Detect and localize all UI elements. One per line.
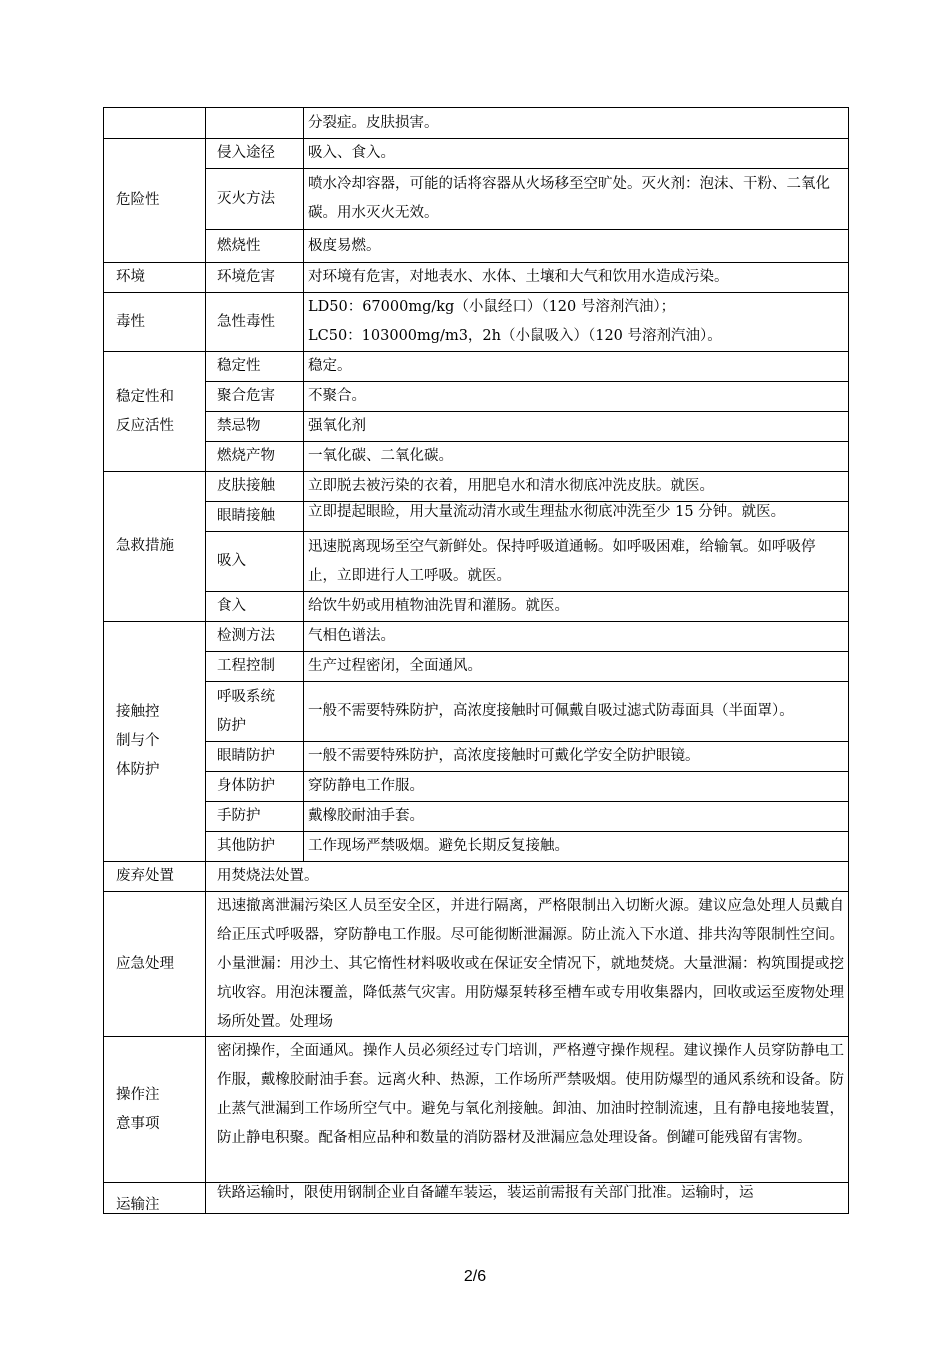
category-cell: 环境 (104, 263, 206, 293)
content-cell: 喷水冷却容器，可能的话将容器从火场移至空旷处。灭火剂：泡沫、干粉、二氧化碳。用水灭火无效。 (304, 169, 849, 230)
content-cell: 一氧化碳、二氧化碳。 (304, 442, 849, 472)
content-cell (206, 1037, 849, 1183)
item-cell: 食入 (206, 592, 304, 622)
item-cell: 禁忌物 (206, 412, 304, 442)
item-cell: 身体防护 (206, 772, 304, 802)
item-cell: 其他防护 (206, 832, 304, 862)
category-label-line: 制与个 (116, 733, 160, 749)
clipped-text: 铁路运输时，限使用钢制企业自备罐车装运，装运前需报有关部门批准。运输时，运 (217, 1185, 754, 1201)
category-cell: 危险性 (104, 139, 206, 263)
table-row (104, 472, 849, 502)
table-row (104, 682, 849, 742)
table-row (104, 652, 849, 682)
table-row (104, 352, 849, 382)
category-cell: 毒性 (104, 293, 206, 352)
category-cell (104, 352, 206, 472)
table-row (104, 169, 849, 230)
item-cell: 燃烧性 (206, 230, 304, 263)
content-cell: 迅速脱离现场至空气新鲜处。保持呼吸道通畅。如呼吸困难，给输氧。如呼吸停止，立即进行人工呼吸。就医。 (304, 532, 849, 592)
table-row (104, 263, 849, 293)
content-cell: 戴橡胶耐油手套。 (304, 802, 849, 832)
item-label-line: 防护 (217, 717, 246, 734)
toxicity-line: LD50：67000mg/kg（小鼠经口）（120 号溶剂汽油）； (308, 299, 676, 315)
category-label-line: 接触控 (116, 704, 160, 720)
item-cell: 手防护 (206, 802, 304, 832)
table-row (104, 592, 849, 622)
category-label-line: 意事项 (116, 1115, 160, 1132)
category-cell: 急救措施 (104, 472, 206, 622)
table-row (104, 772, 849, 802)
table-row (104, 622, 849, 652)
table-row (104, 742, 849, 772)
item-cell: 稳定性 (206, 352, 304, 382)
category-cell (104, 1183, 206, 1214)
table-row (104, 382, 849, 412)
content-cell: 一般不需要特殊防护，高浓度接触时可戴化学安全防护眼镜。 (304, 742, 849, 772)
content-cell: 气相色谱法。 (304, 622, 849, 652)
table-row (104, 502, 849, 532)
table-row (104, 139, 849, 169)
page-number: 2/6 (463, 1268, 487, 1285)
table-row (104, 108, 849, 139)
item-cell: 皮肤接触 (206, 472, 304, 502)
category-label-line: 体防护 (116, 762, 160, 778)
category-cell (104, 1037, 206, 1183)
content-cell: 给饮牛奶或用植物油洗胃和灌肠。就医。 (304, 592, 849, 622)
item-cell: 侵入途径 (206, 139, 304, 169)
content-cell: 生产过程密闭，全面通风。 (304, 652, 849, 682)
item-cell: 灭火方法 (206, 169, 304, 230)
clipped-text: 密闭操作，全面通风。操作人员必须经过专门培训，严格遵守操作规程。建议操作人员穿防静电工作服，戴橡胶耐油手套。远离火种、热源，工作场所严禁吸烟。使用防爆型的通风系统和设备。防止蒸气泄漏到工作场所空气中。避免与氧化剂接触。卸油、加油时控制流速，且有静电接地装置，防止静电积聚。配备相应品种和数量的消防器材及泄漏应急处理设备。倒罐可能残留有害物。 (217, 1043, 844, 1146)
item-cell: 眼睛接触 (206, 502, 304, 532)
content-cell: 分裂症。皮肤损害。 (304, 108, 849, 139)
category-cell: 废弃处置 (104, 862, 206, 892)
content-cell: 一般不需要特殊防护，高浓度接触时可佩戴自吸过滤式防毒面具（半面罩）。 (304, 682, 849, 742)
category-label-line: 反应活性 (116, 417, 174, 434)
category-cell (104, 622, 206, 862)
category-cell: 应急处理 (104, 892, 206, 1037)
table-row (104, 802, 849, 832)
table-row (104, 293, 849, 352)
item-cell: 聚合危害 (206, 382, 304, 412)
item-cell (206, 108, 304, 139)
item-label-line: 呼吸系统 (217, 688, 275, 705)
clipped-text: 立即提起眼睑，用大量流动清水或生理盐水彻底冲洗至少 15 分钟。就医。 (308, 504, 786, 520)
content-cell: 强氧化剂 (304, 412, 849, 442)
content-cell (206, 1183, 849, 1214)
content-cell: 对环境有危害，对地表水、水体、土壤和大气和饮用水造成污染。 (304, 263, 849, 293)
table-row (104, 1037, 849, 1183)
content-cell: 穿防静电工作服。 (304, 772, 849, 802)
table-row (104, 230, 849, 263)
category-label-line: 稳定性和 (116, 388, 174, 405)
content-cell (206, 892, 849, 1037)
item-cell: 工程控制 (206, 652, 304, 682)
table-row (104, 532, 849, 592)
category-label-line: 操作注 (116, 1086, 160, 1103)
item-cell: 眼睛防护 (206, 742, 304, 772)
content-cell: 用焚烧法处置。 (206, 862, 849, 892)
item-cell: 检测方法 (206, 622, 304, 652)
item-cell (206, 682, 304, 742)
toxicity-line: LC50：103000mg/m3，2h（小鼠吸入）（120 号溶剂汽油）。 (308, 328, 722, 344)
table-row (104, 892, 849, 1037)
content-cell (304, 502, 849, 532)
content-cell: 立即脱去被污染的衣着，用肥皂水和清水彻底冲洗皮肤。就医。 (304, 472, 849, 502)
table-row (104, 412, 849, 442)
item-cell: 急性毒性 (206, 293, 304, 352)
content-cell: 稳定。 (304, 352, 849, 382)
content-cell: 不聚合。 (304, 382, 849, 412)
content-cell: 吸入、食入。 (304, 139, 849, 169)
category-cell (104, 108, 206, 139)
item-cell: 燃烧产物 (206, 442, 304, 472)
item-cell: 吸入 (206, 532, 304, 592)
table-row (104, 1183, 849, 1214)
table-row (104, 832, 849, 862)
clipped-text: 运输注 (116, 1197, 160, 1213)
item-cell: 环境危害 (206, 263, 304, 293)
content-cell: 工作现场严禁吸烟。避免长期反复接触。 (304, 832, 849, 862)
clipped-text: 迅速撤离泄漏污染区人员至安全区，并进行隔离，严格限制出入切断火源。建议应急处理人员戴自给正压式呼吸器，穿防静电工作服。尽可能彻断泄漏源。防止流入下水道、排共沟等限制性空间。小量泄漏：用沙土、其它惰性材料吸收或在保证安全情况下，就地焚烧。大量泄漏：构筑围提或挖坑收容。用泡沫覆盖，降低蒸气灾害。用防爆泵转移至槽车或专用收集器内，回收或运至废物处理场所处置。处理场 (217, 898, 844, 1030)
table-row (104, 862, 849, 892)
content-cell (304, 293, 849, 352)
msds-table (103, 107, 849, 1214)
content-cell: 极度易燃。 (304, 230, 849, 263)
table-row (104, 442, 849, 472)
